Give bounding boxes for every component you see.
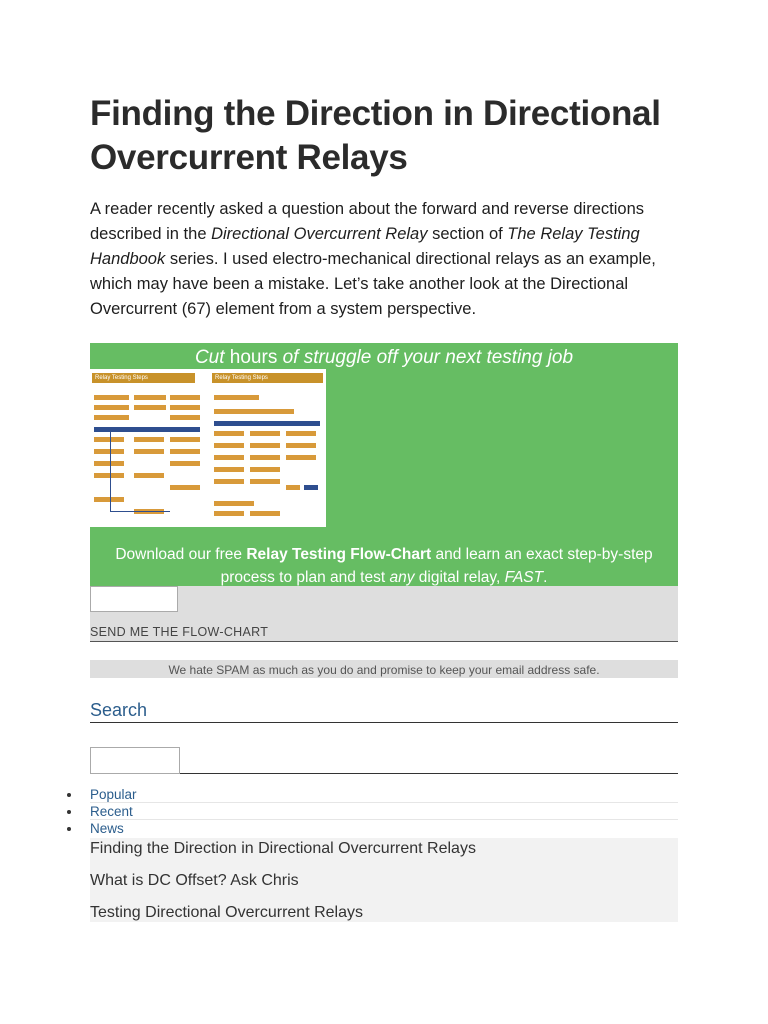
flowchart-step — [94, 437, 124, 442]
flowchart-step — [250, 467, 280, 472]
search-widget-title: Search — [90, 700, 148, 720]
promo-description: Download our free Relay Testing Flow-Chart and learn an exact step-by-step process to plan and test any digital relay, FAST. — [115, 546, 653, 586]
flowchart-step — [170, 415, 200, 420]
flowchart-step — [214, 395, 259, 400]
flowchart-step — [214, 455, 244, 460]
tab-news[interactable]: News — [0, 820, 678, 837]
article-intro — [90, 197, 680, 322]
flowchart-step — [286, 485, 300, 490]
flowchart-step — [170, 461, 200, 466]
flowchart-step — [94, 497, 124, 502]
post-link[interactable]: What is DC Offset? Ask Chris — [90, 872, 299, 889]
flowchart-right-title: Relay Testing Steps — [212, 373, 323, 383]
flowchart-promo-box — [90, 343, 678, 586]
post-link[interactable]: Finding the Direction in Directional Overcurrent Relays — [90, 840, 476, 857]
optin-form — [90, 586, 678, 642]
flowchart-step — [134, 405, 166, 410]
flowchart-step — [214, 431, 244, 436]
bullet-icon — [67, 827, 71, 831]
flowchart-step — [170, 449, 200, 454]
bullet-icon — [67, 810, 71, 814]
search-input[interactable] — [90, 747, 180, 774]
divider — [180, 773, 678, 774]
flowchart-preview-image — [90, 369, 326, 527]
flowchart-step — [94, 461, 124, 466]
flowchart-step — [94, 405, 129, 410]
intro-italic-2: The Relay Testing Handbook — [90, 225, 640, 268]
flowchart-step — [250, 455, 280, 460]
flowchart-bar — [214, 421, 320, 426]
flowchart-step — [134, 395, 166, 400]
flowchart-bar — [304, 485, 318, 490]
flowchart-step — [94, 395, 129, 400]
promo-headline: Cut hours of struggle off your next testing job — [194, 347, 574, 368]
flowchart-step — [286, 455, 316, 460]
intro-text-3: series. I used electro-mechanical directional relays as an example, which may have been a mistake. Let’s take another look at the Directional Overcurrent (67) element from a system perspective. — [90, 250, 656, 318]
flowchart-step — [286, 431, 316, 436]
flowchart-step — [134, 449, 164, 454]
privacy-note: We hate SPAM as much as you do and promise to keep your email address safe. — [90, 660, 678, 678]
flowchart-step — [250, 479, 280, 484]
flowchart-step — [170, 395, 200, 400]
flowchart-step — [134, 437, 164, 442]
flowchart-connector — [110, 511, 170, 512]
flowchart-step — [250, 511, 280, 516]
flowchart-step — [250, 431, 280, 436]
flowchart-step — [250, 443, 280, 448]
intro-italic-1: Directional Overcurrent Relay — [211, 225, 428, 243]
bullet-icon — [67, 793, 71, 797]
divider — [90, 722, 678, 723]
flowchart-step — [94, 473, 124, 478]
post-link[interactable]: Testing Directional Overcurrent Relays — [90, 904, 363, 921]
flowchart-step — [214, 467, 244, 472]
flowchart-step — [214, 511, 244, 516]
intro-text-2: section of — [427, 225, 508, 243]
flowchart-step — [94, 449, 124, 454]
flowchart-left-title: Relay Testing Steps — [92, 373, 195, 383]
flowchart-step — [134, 473, 164, 478]
tab-recent[interactable]: Recent — [0, 803, 678, 820]
send-flowchart-button[interactable]: SEND ME THE FLOW-CHART — [90, 625, 269, 639]
flowchart-connector — [110, 431, 111, 511]
posts-list — [90, 838, 678, 922]
flowchart-step — [214, 501, 254, 506]
email-input[interactable] — [90, 586, 178, 612]
flowchart-step — [94, 415, 129, 420]
flowchart-step — [170, 405, 200, 410]
flowchart-step — [214, 409, 294, 414]
flowchart-step — [286, 443, 316, 448]
flowchart-step — [170, 437, 200, 442]
flowchart-step — [214, 443, 244, 448]
posts-tabs — [0, 786, 678, 837]
flowchart-step — [170, 485, 200, 490]
flowchart-step — [214, 479, 244, 484]
intro-text-1: A reader recently asked a question about the forward and reverse directions described in the — [90, 200, 644, 243]
tab-popular[interactable]: Popular — [0, 786, 678, 803]
page-title: Finding the Direction in Directional Overcurrent Relays — [90, 94, 661, 177]
